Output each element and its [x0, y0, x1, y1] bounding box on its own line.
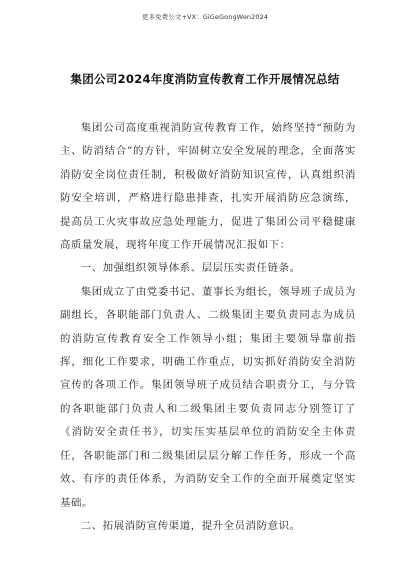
section-2-heading: 二、拓展消防宣传渠道，提升全员消防意识。: [80, 519, 301, 532]
section-1-paragraph: 集团成立了由党委书记、董事长为组长，领导班子成员为副组长，各职能部门负责人、二级集团主要负责同志为成员的消防宣传教育安全工作领导小组；集团主要领导靠前指挥，细化工作要求，明确工作重点，切实抓好消防安全消防宣传的各项工作。集团领导班子成员结合职责分工，与分管的各职能部门负责人和二级集团主要负责同志分别签订了《消防安全责任书》，切实压实基层单位的消防安全主体责任，各职能部门和二级集团层层分解工作任务，形成一个高效、有序的责任体系，为消防安全工作的全面开展奠定坚实基础。: [60, 285, 356, 509]
document-body: [60, 117, 356, 538]
header-note: 更多免费公文+VX：GiGeGongWen2024: [141, 13, 269, 21]
section-1-heading: 一、加强组织领导体系、层层压实责任链条。: [80, 262, 301, 275]
intro-paragraph: 集团公司高度重视消防宣传教育工作，始终坚持“预防为主、防消结合”的方针，牢固树立安全发展的理念，全面落实消防安全岗位责任制，积极做好消防知识宣传，认真组织消防安全培训，严格进行隐患排查，扎实开展消防应急演练，提高员工火灾事故应急处理能力，促进了集团公司平稳健康高质量发展，现将年度工作开展情况汇报如下：: [60, 122, 356, 252]
document-title: 集团公司2024年度消防宣传教育工作开展情况总结: [70, 72, 340, 86]
